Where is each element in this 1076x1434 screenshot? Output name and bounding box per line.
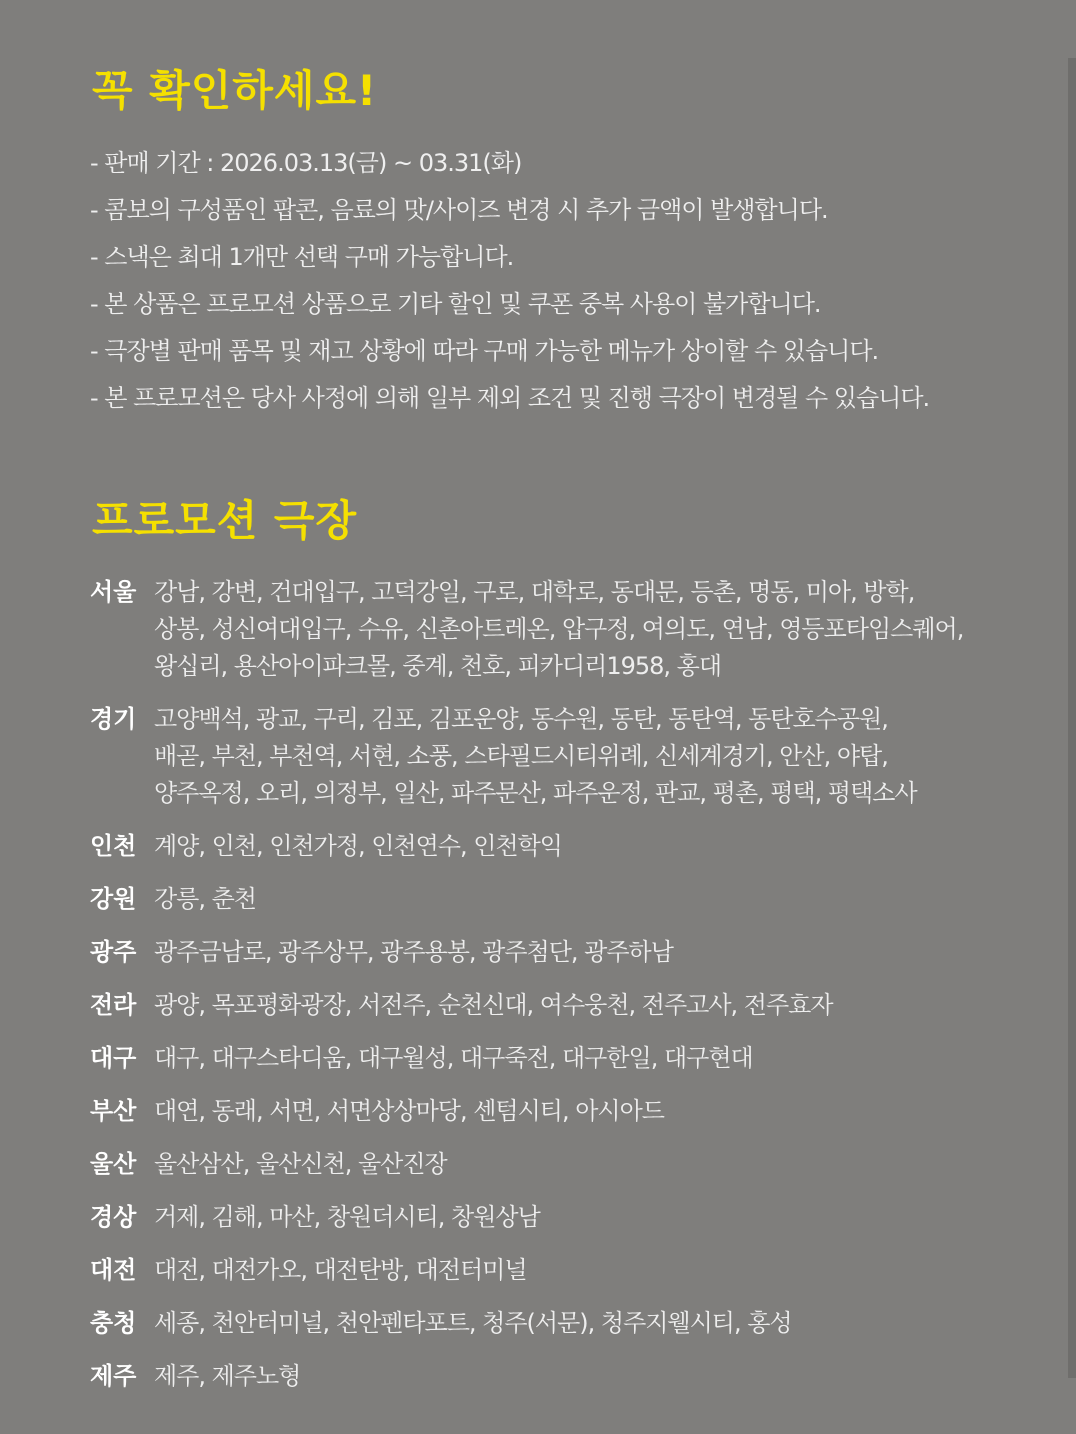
region-theater-line: 거제, 김해, 마산, 창원더시티, 창원상남 xyxy=(154,1203,540,1231)
region-theater-list xyxy=(154,1305,990,1342)
region-row xyxy=(90,1199,990,1236)
region-row xyxy=(90,1040,990,1077)
region-name: 울산 xyxy=(90,1150,137,1178)
region-theater-list xyxy=(154,987,990,1024)
region-theater-list xyxy=(154,1252,990,1289)
region-row xyxy=(90,1146,990,1183)
region-row xyxy=(90,574,990,685)
notice-title: 꼭 확인하세요! xyxy=(92,66,378,115)
region-theater-list xyxy=(154,1040,990,1077)
region-row xyxy=(90,701,990,812)
region-theater-line: 왕십리, 용산아이파크몰, 중계, 천호, 피카디리1958, 홍대 xyxy=(154,652,722,680)
region-row xyxy=(90,1305,990,1342)
region-theater-list xyxy=(154,828,990,865)
region-theater-line: 대구, 대구스타디움, 대구월성, 대구죽전, 대구한일, 대구현대 xyxy=(154,1044,753,1072)
region-name: 인천 xyxy=(90,832,137,860)
theaters-title: 프로모션 극장 xyxy=(92,496,358,545)
region-theater-list xyxy=(154,701,990,812)
region-row xyxy=(90,987,990,1024)
region-theater-list xyxy=(154,1358,990,1395)
region-theater-line: 울산삼산, 울산신천, 울산진장 xyxy=(154,1150,447,1178)
region-theater-line: 계양, 인천, 인천가정, 인천연수, 인천학익 xyxy=(154,832,562,860)
region-theater-line: 강남, 강변, 건대입구, 고덕강일, 구로, 대학로, 동대문, 등촌, 명동, 미아, 방학, xyxy=(154,578,915,606)
region-theater-line: 양주옥정, 오리, 의정부, 일산, 파주문산, 파주운정, 판교, 평촌, 평택, 평택소사 xyxy=(154,779,917,807)
region-row xyxy=(90,1093,990,1130)
notice-item-stock: - 극장별 판매 품목 및 재고 상황에 따라 구매 가능한 메뉴가 상이할 수 있습니다. xyxy=(90,337,879,365)
region-theater-line: 대연, 동래, 서면, 서면상상마당, 센텀시티, 아시아드 xyxy=(154,1097,664,1125)
region-row xyxy=(90,1252,990,1289)
region-theater-list xyxy=(154,881,990,918)
region-row xyxy=(90,1358,990,1395)
region-name: 충청 xyxy=(90,1309,137,1337)
region-name: 경기 xyxy=(90,705,137,733)
region-name: 강원 xyxy=(90,885,137,913)
region-theater-line: 광주금남로, 광주상무, 광주용봉, 광주첨단, 광주하남 xyxy=(154,938,673,966)
notice-item-combo-change: - 콤보의 구성품인 팝콘, 음료의 맛/사이즈 변경 시 추가 금액이 발생합니다. xyxy=(90,196,828,224)
scrollbar-track[interactable] xyxy=(1068,58,1076,1378)
region-theater-line: 대전, 대전가오, 대전탄방, 대전터미널 xyxy=(154,1256,527,1284)
region-theater-line: 제주, 제주노형 xyxy=(154,1362,301,1390)
region-name: 경상 xyxy=(90,1203,137,1231)
region-row xyxy=(90,828,990,865)
region-list xyxy=(90,574,990,1411)
region-theater-list xyxy=(154,1199,990,1236)
region-name: 대전 xyxy=(90,1256,137,1284)
notice-item-no-discount: - 본 상품은 프로모션 상품으로 기타 할인 및 쿠폰 중복 사용이 불가합니다. xyxy=(90,290,821,318)
region-theater-list xyxy=(154,934,990,971)
region-row xyxy=(90,881,990,918)
region-name: 제주 xyxy=(90,1362,137,1390)
region-name: 광주 xyxy=(90,938,137,966)
region-theater-list xyxy=(154,574,990,685)
region-name: 전라 xyxy=(90,991,137,1019)
notice-list xyxy=(90,140,1050,422)
region-row xyxy=(90,934,990,971)
region-theater-line: 상봉, 성신여대입구, 수유, 신촌아트레온, 압구정, 여의도, 연남, 영등포타임스퀘어, xyxy=(154,615,964,643)
region-theater-line: 배곧, 부천, 부천역, 서현, 소풍, 스타필드시티위례, 신세계경기, 안산, 야탑, xyxy=(154,742,888,770)
notice-item-change: - 본 프로모션은 당사 사정에 의해 일부 제외 조건 및 진행 극장이 변경될 수 있습니다. xyxy=(90,384,930,412)
region-name: 대구 xyxy=(90,1044,137,1072)
region-theater-line: 강릉, 춘천 xyxy=(154,885,256,913)
region-theater-list xyxy=(154,1146,990,1183)
region-theater-list xyxy=(154,1093,990,1130)
notice-item-snack-limit: - 스낵은 최대 1개만 선택 구매 가능합니다. xyxy=(90,243,514,271)
region-name: 부산 xyxy=(90,1097,137,1125)
notice-item-sale-period: - 판매 기간 : 2026.03.13(금) ~ 03.31(화) xyxy=(90,149,522,177)
region-name: 서울 xyxy=(90,578,137,606)
region-theater-line: 세종, 천안터미널, 천안펜타포트, 청주(서문), 청주지웰시티, 홍성 xyxy=(154,1309,792,1337)
region-theater-line: 광양, 목포평화광장, 서전주, 순천신대, 여수웅천, 전주고사, 전주효자 xyxy=(154,991,833,1019)
region-theater-line: 고양백석, 광교, 구리, 김포, 김포운양, 동수원, 동탄, 동탄역, 동탄호수공원, xyxy=(154,705,888,733)
